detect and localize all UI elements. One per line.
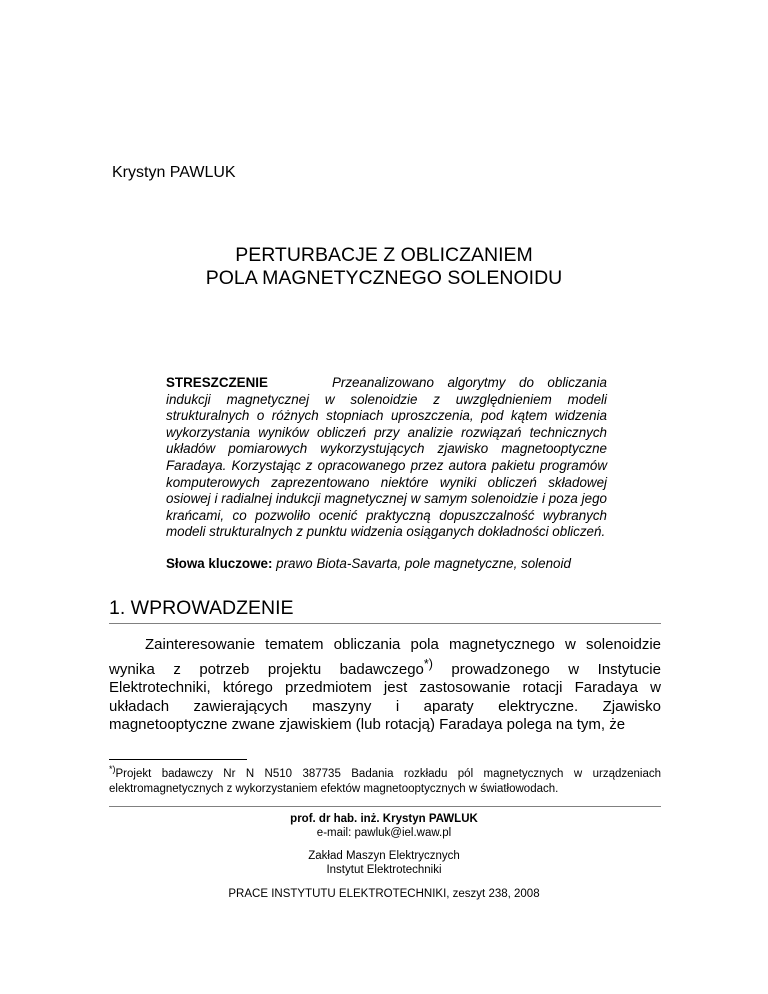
section-divider bbox=[109, 623, 661, 624]
keywords bbox=[166, 556, 571, 571]
affiliation-department: Zakład Maszyn Elektrycznych bbox=[308, 850, 460, 862]
paper-title bbox=[0, 244, 768, 290]
section-heading: 1. WPROWADZENIE bbox=[109, 597, 294, 619]
affiliation-email: e-mail: pawluk@iel.waw.pl bbox=[316, 827, 452, 839]
affiliation-name: prof. dr hab. inż. Krystyn PAWLUK bbox=[290, 813, 478, 825]
paragraph-text-a: Zainteresowanie tematem obliczania pola magnetycznego w solenoidzie wynika z potrzeb projektu badawczego bbox=[109, 636, 661, 678]
affiliation-institute: Instytut Elektrotechniki bbox=[326, 864, 442, 876]
abstract-text: Przeanalizowano algorytmy do obliczania indukcji magnetycznej w solenoidzie z uwzględnieniem modeli strukturalnych o różnych stopniach uproszczenia, pod kątem widzenia wykorzystania wyników obliczeń przy analizie rozwiązań technicznych układów pomiarowych wykorzystujących zjawisko magnetooptyczne Faradaya. Korzystając z opracowanego przez autora pakietu programów komputerowych zaprezentowano niektóre wyniki obliczeń składowej osiowej i radialnej indukcji magnetycznej w samym solenoidzie i poza jego krańcami, co pozwoliło ocenić praktyczną dopuszczalność wybranych modeli strukturalnych z punktu widzenia osiąganych dokładności obliczeń. bbox=[166, 375, 607, 540]
footnote bbox=[109, 762, 661, 797]
footnote-text: Projekt badawczy Nr N N510 387735 Badania rozkładu pól magnetycznych w urządzeniach elektromagnetycznych z wykorzystaniem efektów magnetooptycznych w światłowodach. bbox=[109, 767, 661, 795]
footnote-divider bbox=[109, 759, 247, 760]
affiliation-divider bbox=[109, 806, 661, 807]
keywords-value: prawo Biota-Savarta, pole magnetyczne, solenoid bbox=[276, 556, 571, 571]
author-name: Krystyn PAWLUK bbox=[112, 164, 236, 181]
abstract-label: STRESZCZENIE bbox=[166, 375, 268, 390]
keywords-label: Słowa kluczowe: bbox=[166, 556, 273, 571]
paragraph-text-b: prowadzonego w Instytucie Elektrotechniki, którego przedmiotem jest zastosowanie rotacji Faradaya w układach zawierających maszyny i aparaty elektryczne. Zjawisko magnetooptyczne zwane zjawiskiem (lub rotacją) Faradaya polega na tym, że bbox=[109, 660, 661, 734]
journal-citation: PRACE INSTYTUTU ELEKTROTECHNIKI, zeszyt 238, 2008 bbox=[228, 888, 540, 900]
title-line-2: POLA MAGNETYCZNEGO SOLENOIDU bbox=[205, 267, 563, 289]
footnote-reference: *) bbox=[423, 656, 433, 671]
footnote-mark: *) bbox=[109, 764, 116, 774]
body-paragraph bbox=[109, 636, 661, 735]
title-line-1: PERTURBACJE Z OBLICZANIEM bbox=[235, 244, 533, 266]
abstract bbox=[166, 375, 607, 541]
